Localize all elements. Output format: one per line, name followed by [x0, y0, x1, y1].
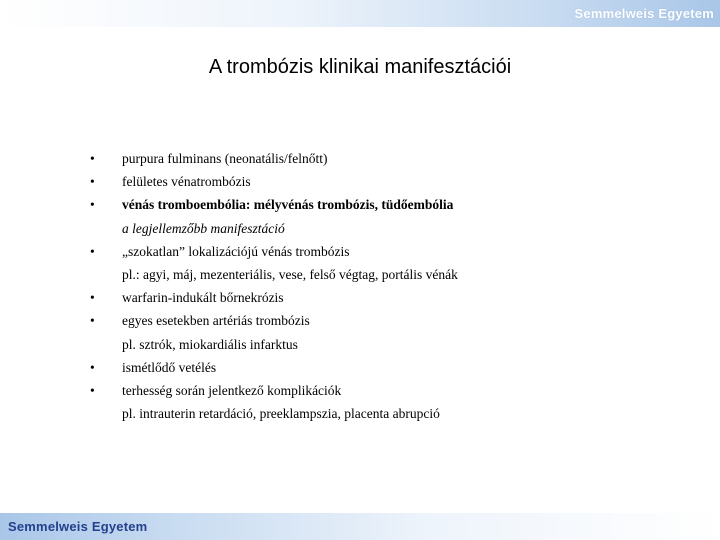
- bullet-marker: •: [90, 151, 95, 166]
- header-bar: [0, 0, 720, 27]
- list-item-text: terhesség során jelentkező komplikációk: [122, 382, 342, 398]
- list-item: [90, 243, 650, 266]
- list-item-text: felületes vénatrombózis: [122, 174, 251, 190]
- bullet-marker: •: [90, 197, 95, 213]
- bullet-marker: •: [90, 359, 95, 375]
- list-item-text: pl. sztrók, miokardiális infarktus: [122, 336, 298, 352]
- list-item-continuation: [90, 266, 650, 289]
- list-item-continuation: [90, 336, 650, 359]
- list-item-text: „szokatlan” lokalizációjú vénás trombózis: [122, 243, 350, 259]
- list-item-text: pl.: agyi, máj, mezenteriális, vese, felső végtag, portális vénák: [122, 266, 458, 282]
- footer-brand: Semmelweis Egyetem: [8, 519, 148, 534]
- slide-title: A trombózis klinikai manifesztációi: [208, 56, 512, 78]
- bullet-marker: •: [90, 243, 95, 259]
- bullet-list: [90, 150, 650, 428]
- list-item-text: purpura fulminans (neonatális/felnőtt): [122, 151, 328, 166]
- list-item: [90, 359, 650, 382]
- list-item: [90, 312, 650, 335]
- list-item: [90, 173, 650, 196]
- list-item-text: egyes esetekben artériás trombózis: [122, 313, 310, 329]
- bullet-marker: •: [90, 290, 95, 306]
- list-item: [90, 382, 650, 405]
- list-item: [90, 150, 650, 173]
- list-item-text: pl. intrauterin retardáció, preeklampszia, placenta abrupció: [122, 406, 440, 422]
- list-item-text: warfarin-indukált bőrnekrózis: [122, 290, 284, 306]
- list-item-text: a legjellemzőbb manifesztáció: [122, 220, 285, 236]
- list-item-text: ismétlődő vetélés: [122, 359, 217, 375]
- list-item-text: vénás tromboembólia: mélyvénás trombózis, tüdőembólia: [122, 197, 454, 213]
- list-item: [90, 196, 650, 219]
- header-brand: Semmelweis Egyetem: [574, 6, 714, 21]
- bullet-marker: •: [90, 313, 95, 329]
- bullet-marker: •: [90, 174, 95, 190]
- list-item: [90, 289, 650, 312]
- footer-bar: [0, 513, 720, 540]
- list-item-continuation: [90, 405, 650, 428]
- bullet-marker: •: [90, 382, 95, 398]
- list-item-continuation: [90, 220, 650, 243]
